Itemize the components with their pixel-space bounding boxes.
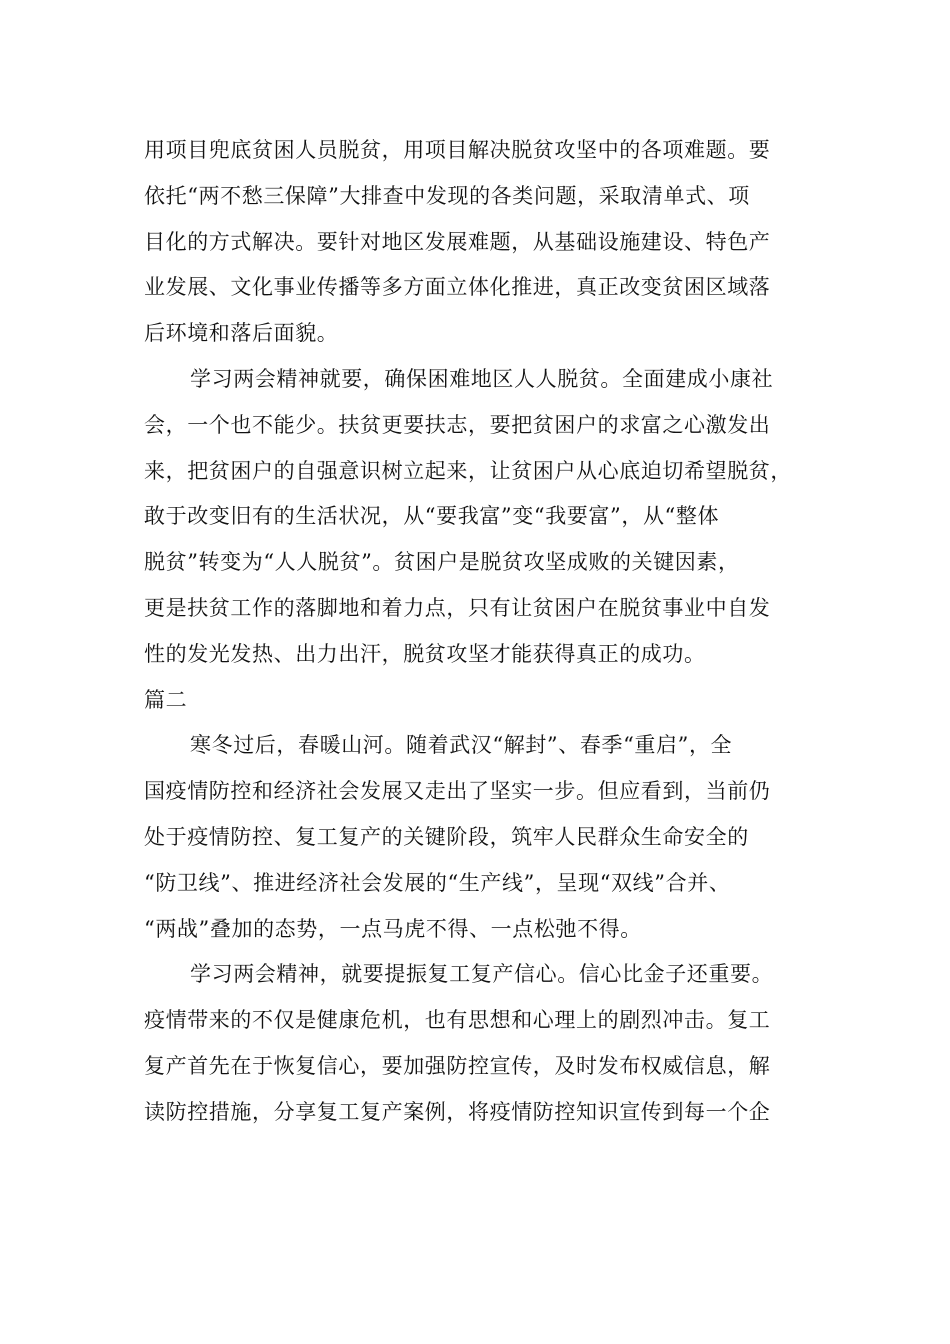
text-line: 用项目兜底贫困人员脱贫，用项目解决脱贫攻坚中的各项难题。要 (144, 138, 771, 162)
text-line: 处于疫情防控、复工复产的关键阶段，筑牢人民群众生命安全的 (144, 824, 749, 849)
text-line: 来，把贫困户的自强意识树立起来，让贫困户从心底迫切希望脱贫， (144, 458, 792, 483)
text-line: 脱贫”转变为“人人脱贫”。贫困户是脱贫攻坚成败的关键因素， (144, 550, 740, 575)
document-body (144, 128, 810, 1136)
text-line: 复产首先在于恢复信心，要加强防控宣传，及时发布权威信息，解 (144, 1053, 771, 1078)
text-line: 疫情带来的不仅是健康危机，也有思想和心理上的剧烈冲击。复工 (144, 1008, 771, 1033)
paragraph-start-line: 寒冬过后，春暖山河。随着武汉“解封”、春季“重启”，全 (190, 733, 733, 758)
text-line: 目化的方式解决。要针对地区发展难题，从基础设施建设、特色产 (144, 229, 771, 254)
text-line: 后环境和落后面貌。 (144, 321, 339, 346)
text-line: 读防控措施，分享复工复产案例，将疫情防控知识宣传到每一个企 (144, 1099, 771, 1124)
text-line: 国疫情防控和经济社会发展又走出了坚实一步。但应看到，当前仍 (144, 779, 771, 804)
text-line: 敢于改变旧有的生活状况，从“要我富”变“我要富”，从“整体 (144, 504, 720, 529)
text-line: 更是扶贫工作的落脚地和着力点，只有让贫困户在脱贫事业中自发 (144, 595, 771, 620)
text-line: “防卫线”、推进经济社会发展的“生产线”，呈现“双线”合并、 (144, 870, 731, 895)
text-line: “两战”叠加的态势，一点马虎不得、一点松弛不得。 (144, 916, 642, 941)
text-line: 性的发光发热、出力出汗，脱贫攻坚才能获得真正的成功。 (144, 641, 706, 666)
text-line: 业发展、文化事业传播等多方面立体化推进，真正改变贫困区域落 (144, 275, 771, 300)
paragraph-start-line: 学习两会精神，就要提振复工复产信心。信心比金子还重要。 (190, 962, 774, 987)
section-heading: 篇二 (144, 687, 188, 712)
text-line: 会，一个也不能少。扶贫更要扶志，要把贫困户的求富之心激发出 (144, 412, 771, 437)
paragraph-start-line: 学习两会精神就要，确保困难地区人人脱贫。全面建成小康社 (190, 366, 774, 391)
text-line: 依托“两不愁三保障”大排查中发现的各类问题，采取清单式、项 (144, 183, 750, 208)
